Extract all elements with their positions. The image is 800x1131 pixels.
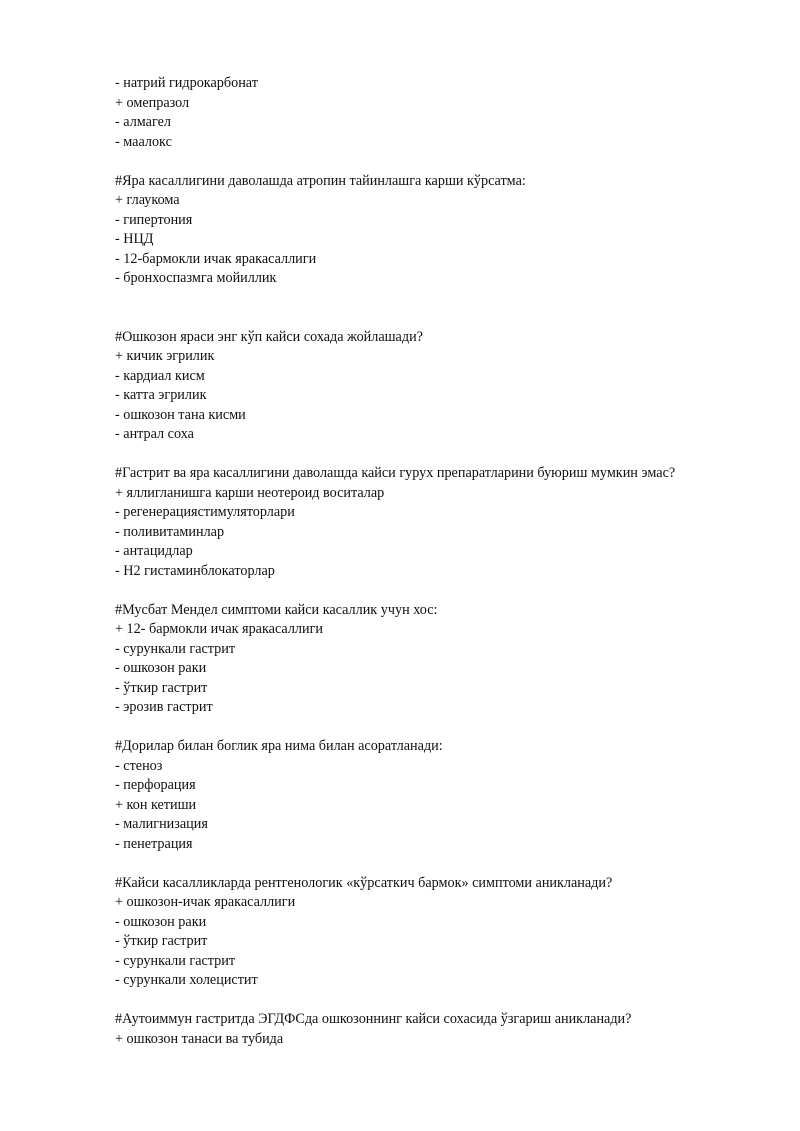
answer-option: - алмагел [115,114,171,130]
answer-option: - катта эгрилик [115,387,207,403]
answer-option: - малигнизация [115,816,208,832]
answer-option: - поливитаминлар [115,523,225,540]
answer-option: - ўткир гастрит [115,933,208,949]
blank-line [115,289,775,309]
answer-option: + омепразол [115,94,190,111]
answer-option: - ошкозон тана кисми [115,406,246,423]
answer-option: + ошкозон-ичак яракасаллиги [115,894,296,910]
answer-option: - бронхоспазмга мойиллик [115,270,277,286]
question-line: #Яра касаллигини даволашда атропин тайинлашга карши кўрсатма: [115,172,526,189]
answer-option: - сурункали гастрит [115,640,236,657]
blank-line [115,718,775,738]
answer-option: - 12-бармокли ичак яракасаллиги [115,250,317,267]
document-text [115,74,775,1049]
answer-option: + яллигланишга карши неотероид воситалар [115,484,385,501]
blank-line [115,152,775,172]
answer-option: - ошкозон раки [115,660,207,676]
question-line: #Ошкозон яраси энг кўп кайси сохада жойлашади? [115,328,423,345]
question-line: #Аутоиммун гастритда ЭГДФСда ошкозоннинг кайси сохасида ўзгариш аникланади? [115,1011,632,1027]
answer-option: - антрал соха [115,426,194,442]
blank-line [115,445,775,465]
question-line: #Мусбат Мендел симптоми кайси касаллик учун хос: [115,601,438,618]
answer-option: - натрий гидрокарбонат [115,75,258,91]
answer-option: - перфорация [115,777,196,793]
answer-option: - стеноз [115,757,163,774]
question-line: #Дорилар билан боглик яра нима билан асоратланади: [115,738,443,754]
answer-option: - ўткир гастрит [115,679,208,696]
answer-option: - ошкозон раки [115,913,207,930]
answer-option: - кардиал кисм [115,367,205,384]
answer-option: - пенетрация [115,835,193,852]
blank-line [115,854,775,874]
answer-option: - эрозив гастрит [115,699,213,715]
answer-option: - регенерациястимуляторлари [115,504,295,520]
answer-option: + ошкозон танаси ва тубида [115,1030,284,1047]
blank-line [115,308,775,328]
blank-line [115,581,775,601]
answer-option: + кон кетиши [115,796,197,813]
answer-option: - маалокс [115,133,172,150]
answer-option: - НЦД [115,231,154,247]
answer-option: - H2 гистаминблокаторлар [115,562,275,579]
question-line: #Гастрит ва яра касаллигини даволашда кайси гурух препаратларини буюриш мумкин эмас? [115,465,676,481]
answer-option: - сурункали гастрит [115,952,236,969]
answer-option: + глаукома [115,192,180,208]
answer-option: - гипертония [115,211,193,228]
answer-option: + кичик эгрилик [115,348,215,364]
question-line: #Кайси касалликларда рентгенологик «кўрсаткич бармок» симптоми аникланади? [115,874,613,891]
answer-option: + 12- бармокли ичак яракасаллиги [115,621,323,637]
answer-option: - антацидлар [115,543,193,559]
blank-line [115,991,775,1011]
answer-option: - сурункали холецистит [115,972,258,988]
